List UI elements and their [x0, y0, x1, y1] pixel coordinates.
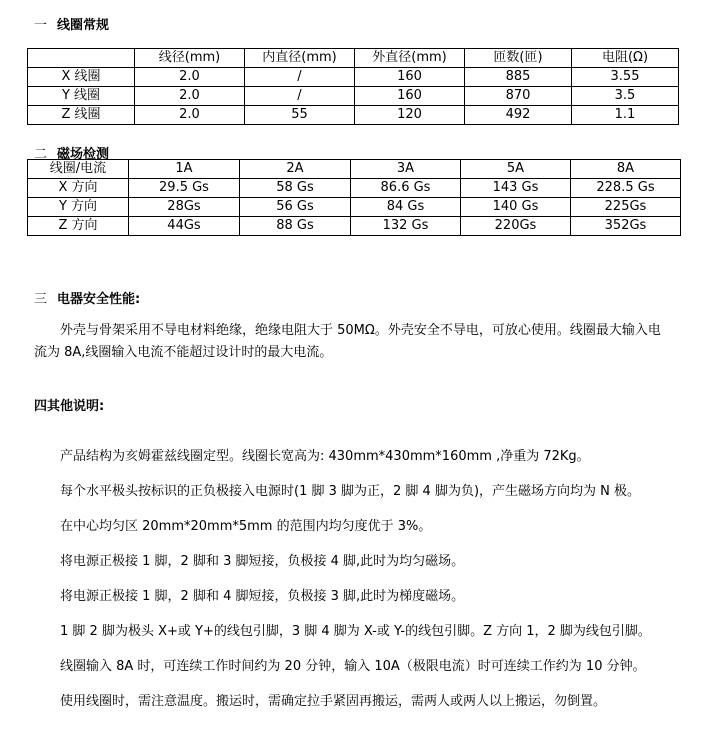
table-cell: 220Gs: [461, 217, 571, 236]
note-item: 在中心均匀区 20mm*20mm*5mm 的范围内均匀度优于 3%。: [60, 519, 432, 534]
table-row: [28, 106, 679, 125]
table-cell: 2.0: [135, 68, 245, 87]
table-cell: 2.0: [135, 87, 245, 106]
table-cell: 58 Gs: [240, 179, 351, 198]
table-cell: 88 Gs: [240, 217, 351, 236]
table-cell: 143 Gs: [461, 179, 571, 198]
table-cell: 28Gs: [129, 198, 240, 217]
note-item: 线圈输入 8A 时，可连续工作时间约为 20 分钟，输入 10A（极限电流）时可连续工作约为 10 分钟。: [60, 659, 646, 674]
table-cell: 228.5 Gs: [571, 179, 681, 198]
table-cell: 160: [355, 87, 465, 106]
section1-number: 一: [34, 18, 48, 33]
table-cell: 55: [245, 106, 355, 125]
table-cell: 140 Gs: [461, 198, 571, 217]
section4-heading: 四其他说明:: [34, 399, 105, 414]
table-cell: 352Gs: [571, 217, 681, 236]
section1-title: 线圈常规: [57, 18, 110, 33]
table-cell: 160: [355, 68, 465, 87]
section3-heading: [34, 288, 140, 307]
table-row: [28, 198, 681, 217]
header-cell: 8A: [571, 160, 681, 179]
header-cell: 外直径(mm): [355, 49, 465, 68]
header-cell: 线径(mm): [135, 49, 245, 68]
header-cell: 5A: [461, 160, 571, 179]
header-cell: 线圈/电流: [28, 160, 129, 179]
table-cell: 225Gs: [571, 198, 681, 217]
magnetic-field-table: [27, 159, 681, 236]
section3-title: 电器安全性能:: [57, 292, 141, 307]
table-cell: 132 Gs: [351, 217, 461, 236]
table-cell: 870: [465, 87, 572, 106]
table-cell: 56 Gs: [240, 198, 351, 217]
note-item: 每个水平极头按标识的正负极接入电源时(1 脚 3 脚为正，2 脚 4 脚为负)，产生磁场方向均为 N 极。: [60, 484, 641, 499]
table-row: [28, 87, 679, 106]
note-item: 1 脚 2 脚为极头 X+或 Y+的线包引脚，3 脚 4 脚为 X-或 Y-的线包引脚。Z 方向 1，2 脚为线包引脚。: [60, 624, 651, 639]
table-cell: Z 方向: [28, 217, 129, 236]
table-cell: /: [245, 87, 355, 106]
table-cell: 885: [465, 68, 572, 87]
header-cell: 匝数(匝): [465, 49, 572, 68]
table-cell: 3.5: [572, 87, 679, 106]
section2-title: 磁场检测: [57, 147, 110, 162]
table-row: [28, 217, 681, 236]
table-cell: 492: [465, 106, 572, 125]
header-cell: [28, 49, 135, 68]
safety-paragraph: 外壳与骨架采用不导电材料绝缘，绝缘电阻大于 50MΩ。外壳安全不导电，可放心使用。线圈最大输入电流为 8A,线圈输入电流不能超过设计时的最大电流。: [34, 323, 661, 360]
header-cell: 1A: [129, 160, 240, 179]
table-row: [28, 68, 679, 87]
table-row: [28, 179, 681, 198]
section2-number: 二: [34, 147, 48, 162]
table-cell: 84 Gs: [351, 198, 461, 217]
table-cell: 29.5 Gs: [129, 179, 240, 198]
table-header-row: [28, 160, 681, 179]
header-cell: 内直径(mm): [245, 49, 355, 68]
table-cell: 120: [355, 106, 465, 125]
table-cell: Y 线圈: [28, 87, 135, 106]
table-cell: 2.0: [135, 106, 245, 125]
header-cell: 2A: [240, 160, 351, 179]
table-cell: 1.1: [572, 106, 679, 125]
header-cell: 3A: [351, 160, 461, 179]
section1-heading: [34, 14, 109, 33]
table-cell: 44Gs: [129, 217, 240, 236]
table-cell: X 线圈: [28, 68, 135, 87]
note-item: 将电源正极接 1 脚，2 脚和 3 脚短接，负极接 4 脚,此时为均匀磁场。: [60, 554, 465, 569]
table-cell: 86.6 Gs: [351, 179, 461, 198]
table-cell: Z 线圈: [28, 106, 135, 125]
note-item: 使用线圈时，需注意温度。搬运时，需确定拉手紧固再搬运，需两人或两人以上搬运，勿倒置。: [60, 694, 607, 709]
table-cell: /: [245, 68, 355, 87]
note-item: 将电源正极接 1 脚，2 脚和 4 脚短接，负极接 3 脚,此时为梯度磁场。: [60, 589, 465, 604]
note-item: 产品结构为亥姆霍兹线圈定型。线圈长宽高为: 430mm*430mm*160mm ,净重为 72Kg。: [60, 449, 590, 464]
coil-specs-table: [27, 48, 679, 125]
table-cell: Y 方向: [28, 198, 129, 217]
table-cell: 3.55: [572, 68, 679, 87]
table-header-row: [28, 49, 679, 68]
section3-number: 三: [34, 292, 48, 307]
header-cell: 电阻(Ω): [572, 49, 679, 68]
table-cell: X 方向: [28, 179, 129, 198]
